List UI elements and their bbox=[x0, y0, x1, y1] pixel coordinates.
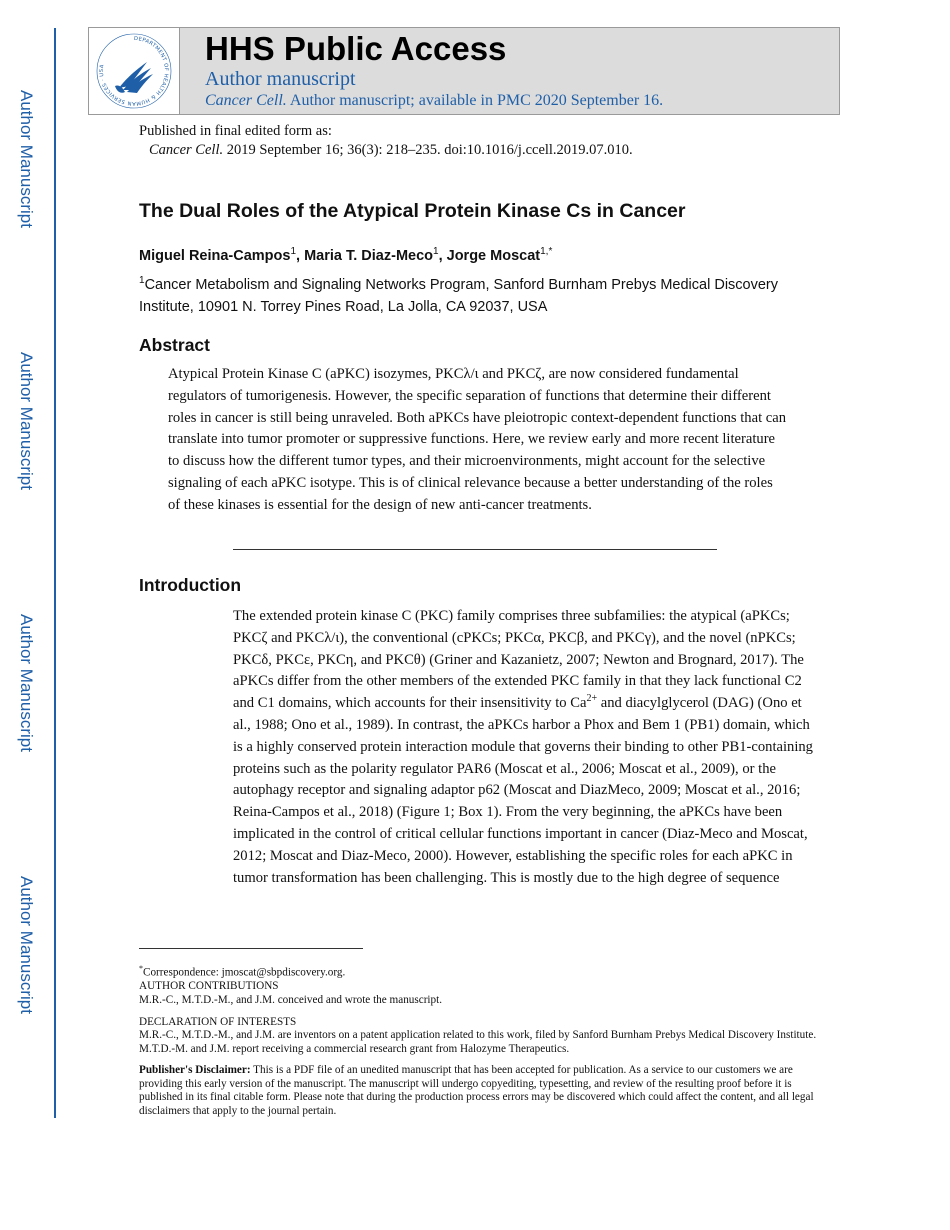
contributions-heading: AUTHOR CONTRIBUTIONS bbox=[139, 980, 279, 993]
correspondence-mark: * bbox=[139, 964, 143, 973]
intro-text-part-b: and diacylglycerol (DAG) (Ono et al., 1988; Ono et al., 1989). In contrast, the aPKCs harbor a Phox and Bem 1 (PB1) domain, which is a highly conserved protein interaction module that governs their binding to other PB1-containing proteins such as the polarity regulator PAR6 (Moscat et al., 2006; Moscat et al., 2009), or the autophagy receptor and signaling adaptor p62 (Moscat and DiazMeco, 2009; Moscat et al., 2016; Reina-Campos et al., 2018) (Figure 1; Box 1). From the very beginning, the aPKCs have been implicated in the control of critical cellular functions important in cancer (Diaz-Meco and Moscat, 2012; Moscat and Diaz-Meco, 2000). However, establishing the specific roles for each aPKC in tumor transformation has been challenging. This is mostly due to the high degree of sequence bbox=[233, 695, 813, 886]
journal-name: Cancer Cell. bbox=[205, 92, 287, 109]
hhs-logo bbox=[89, 28, 180, 114]
author-name: Miguel Reina-Campos bbox=[139, 247, 291, 264]
author-list bbox=[139, 246, 552, 264]
author-name: Maria T. Diaz-Meco bbox=[304, 247, 434, 264]
citation-journal: Cancer Cell. bbox=[149, 142, 224, 158]
introduction-heading: Introduction bbox=[139, 575, 242, 595]
abstract-text: Atypical Protein Kinase C (aPKC) isozymes, PKCλ/ι and PKCζ, are now considered fundamental regulators of tumorigenesis. However, the specific separation of functions that determine their different roles in cancer is still being unraveled. Both aPKCs have pleiotropic context-dependent functions that can translate into tumor promoter or suppressive functions. Here, we review early and more recent literature to discuss how the different tumor types, and their microenvironments, might account for the selective signaling of each aPKC isotype. This is of clinical relevance because a better understanding of the roles of these kinases is essential for the design of new anti-cancer treatments. bbox=[168, 366, 787, 513]
author-affiliation-mark: 1 bbox=[433, 246, 439, 257]
introduction-text bbox=[233, 606, 815, 889]
abstract-heading: Abstract bbox=[139, 335, 210, 355]
disclaimer-text: This is a PDF file of an unedited manuscript that has been accepted for publication. As a service to our customers we are providing this early version of the manuscript. The manuscript will undergo copyediting, typesetting, and review of the resulting proof before it is published in its final citable form. Please note that during the production process errors may be discovered which could affect the content, and all legal disclaimers that apply to the journal pertain. bbox=[139, 1064, 814, 1118]
author-separator: , bbox=[438, 247, 447, 264]
interests-text: M.R.-C., M.T.D.-M., and J.M. are inventors on a patent application related to this work, filed by Sanford Burnham Prebys Medical Discovery Institute. M.T.D.-M. and J.M. report receiving a commercial research grant from Halozyme Therapeutics. bbox=[139, 1029, 817, 1055]
citation-details: 2019 September 16; 36(3): 218–235. doi:10.1016/j.ccell.2019.07.010. bbox=[223, 142, 633, 158]
published-label: Published in final edited form as: bbox=[139, 123, 332, 139]
affiliation bbox=[139, 270, 799, 318]
svg-text:DEPARTMENT OF HEALTH & HUMAN S: DEPARTMENT OF HEALTH & HUMAN SERVICES · USA bbox=[98, 35, 169, 107]
affiliation-mark: 1 bbox=[139, 275, 145, 286]
footnote-divider bbox=[139, 948, 363, 949]
publisher-disclaimer bbox=[139, 1064, 819, 1118]
footnotes bbox=[139, 962, 819, 1119]
availability-line bbox=[205, 92, 663, 110]
citation-line bbox=[139, 141, 633, 160]
disclaimer-label: Publisher's Disclaimer: bbox=[139, 1064, 251, 1077]
calcium-charge-sup: 2+ bbox=[586, 693, 598, 705]
correspondence-text: Correspondence: jmoscat@sbpdiscovery.org. bbox=[143, 966, 346, 979]
abstract-divider bbox=[233, 549, 717, 550]
hhs-public-access-header bbox=[88, 27, 840, 115]
intro-text-part-a: The extended protein kinase C (PKC) family comprises three subfamilies: the atypical (aPKCs; PKCζ and PKCλ/ι), the conventional (cPKCs; PKCα, PKCβ, and PKCγ), and the novel (nPKCs; PKCδ, PKCε, PKCη, and PKCθ) (Griner and Kazanietz, 2007; Newton and Brognard, 2017). The aPKCs differ from the other members of the extended PKC family in that they lack functional C2 and C1 domains, which accounts for their insensitivity to Ca bbox=[233, 608, 804, 712]
interests-heading: DECLARATION OF INTERESTS bbox=[139, 1015, 297, 1028]
author-manuscript-subtitle: Author manuscript bbox=[205, 68, 356, 90]
availability-text: Author manuscript; available in PMC 2020 September 16. bbox=[286, 92, 664, 109]
hhs-title: HHS Public Access bbox=[205, 30, 507, 67]
contributions-text: M.R.-C., M.T.D.-M., and J.M. conceived and wrote the manuscript. bbox=[139, 993, 443, 1006]
author-separator: , bbox=[296, 247, 305, 264]
author-affiliation-mark: 1 bbox=[290, 246, 297, 257]
author-name: Jorge Moscat bbox=[446, 247, 541, 264]
correspondence-note bbox=[139, 962, 819, 980]
article-title: The Dual Roles of the Atypical Protein Kinase Cs in Cancer bbox=[139, 200, 686, 222]
author-affiliation-mark: 1,* bbox=[540, 246, 553, 257]
affiliation-text: Cancer Metabolism and Signaling Networks Program, Sanford Burnham Prebys Medical Discovery Institute, 10901 N. Torrey Pines Road, La Jolla, CA 92037, USA bbox=[139, 276, 778, 315]
hhs-eagle-logo-icon bbox=[89, 28, 179, 114]
side-rail bbox=[54, 28, 56, 1118]
published-citation-block bbox=[139, 122, 633, 160]
